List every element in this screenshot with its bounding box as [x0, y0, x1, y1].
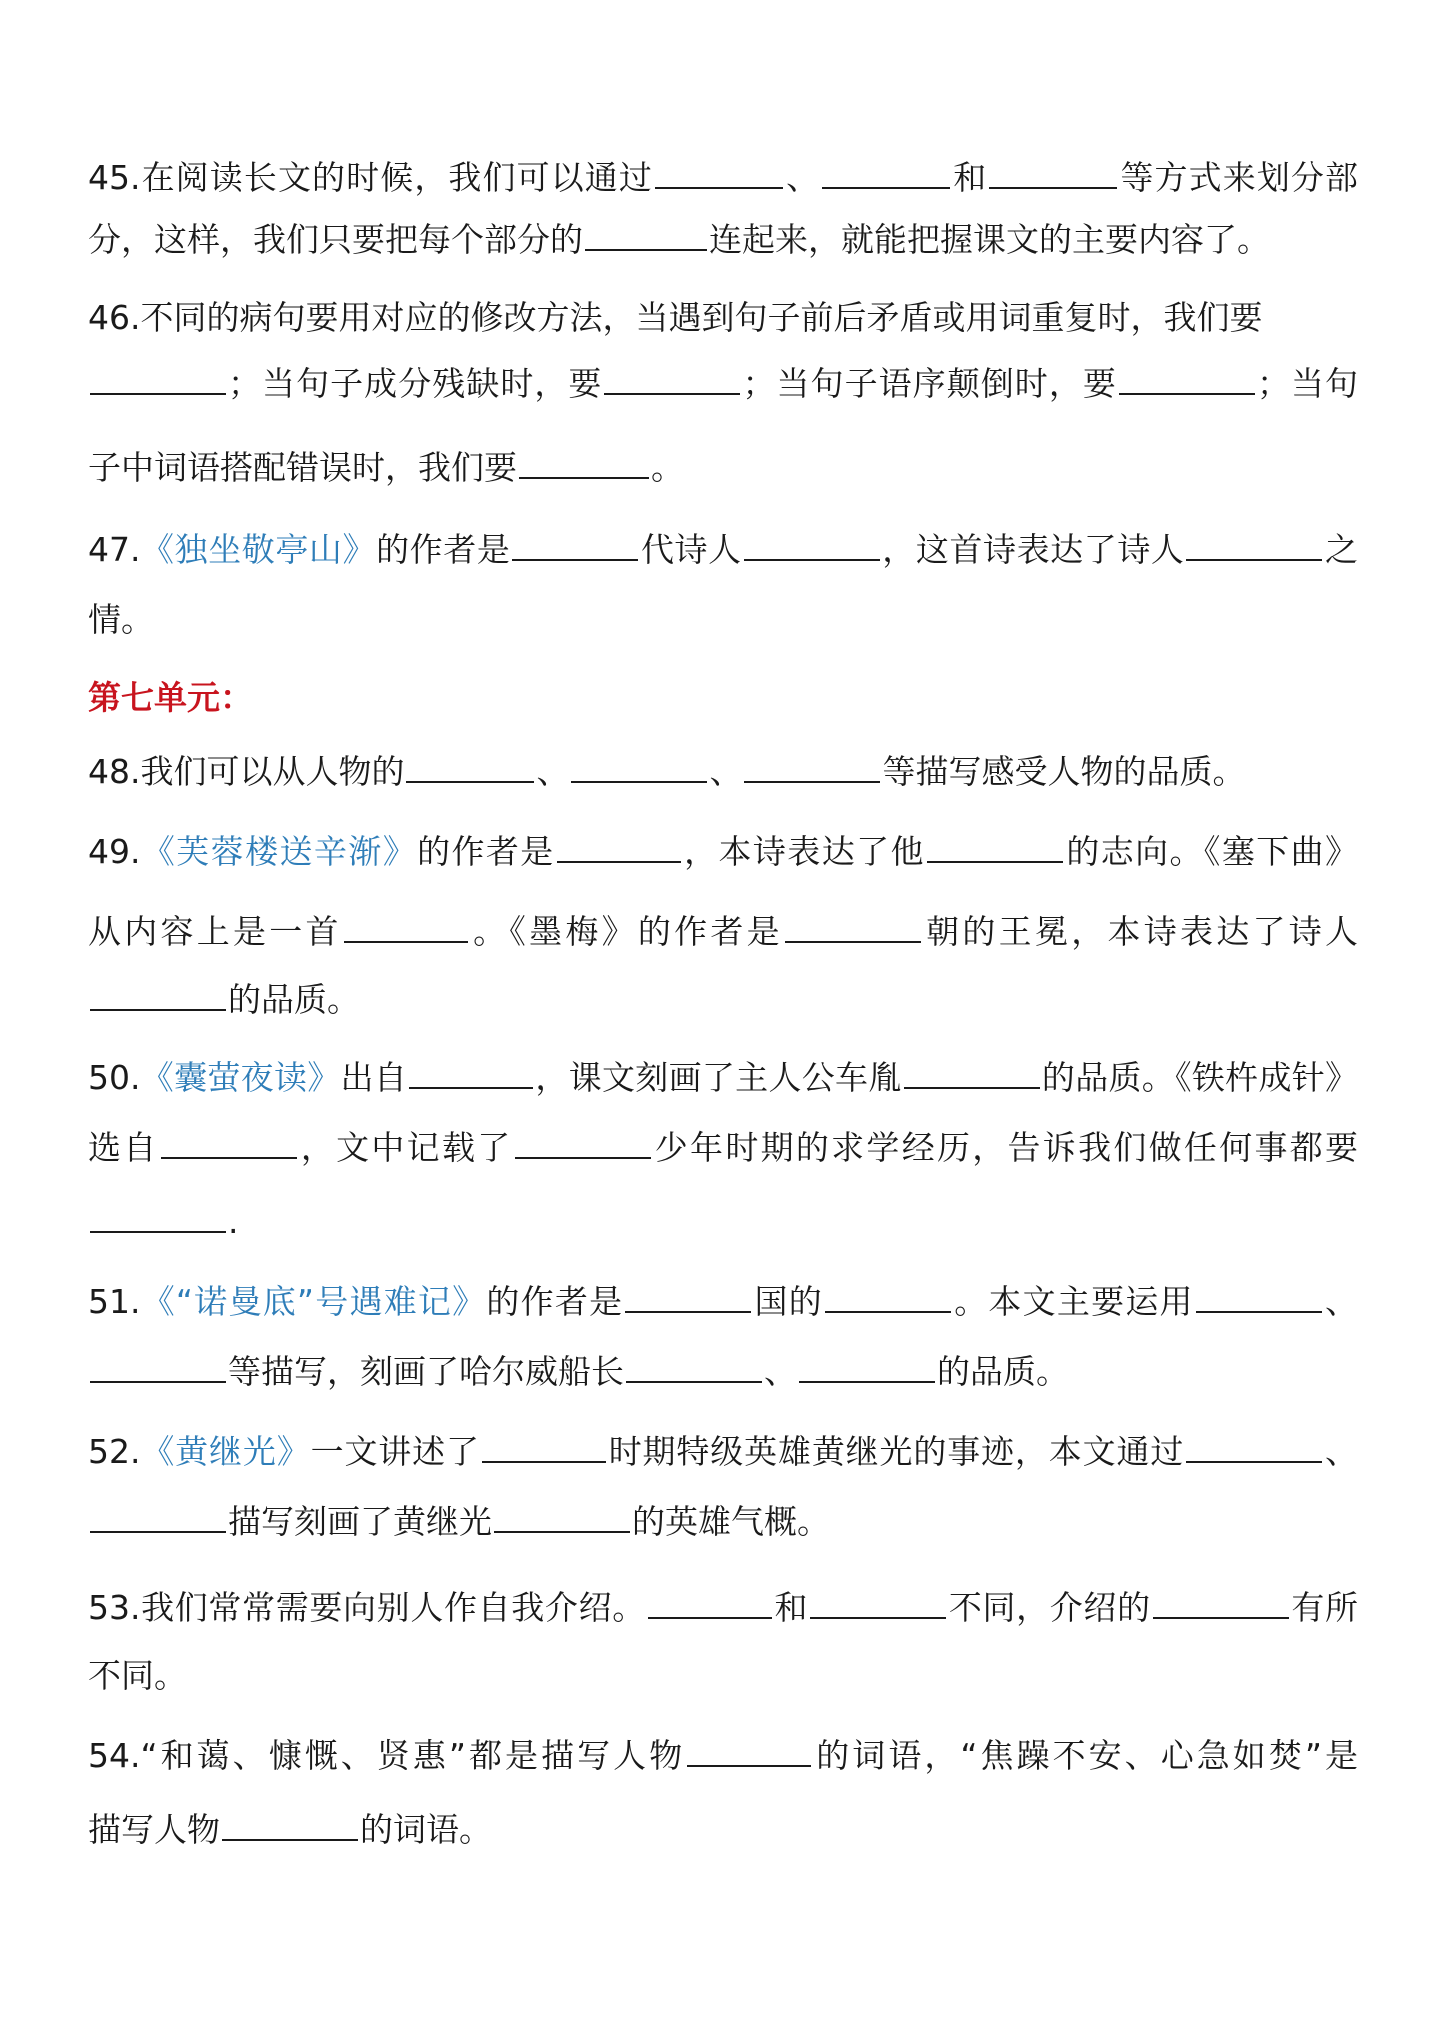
text: ，本诗表达了他	[682, 832, 925, 871]
text: 有所	[1290, 1588, 1359, 1627]
question-46-line-3	[88, 446, 1358, 490]
text: 的作者是	[376, 530, 511, 569]
text: 。本文主要运用	[952, 1282, 1194, 1321]
blank	[989, 157, 1117, 189]
blank	[927, 831, 1063, 863]
blank	[494, 1501, 630, 1533]
blank	[744, 529, 880, 561]
blank	[557, 831, 681, 863]
blank	[626, 1351, 762, 1383]
text-title: 《芙蓉楼送辛渐》	[140, 832, 418, 871]
question-45-line-1	[88, 156, 1358, 200]
text: 情。	[88, 600, 154, 639]
question-51-line-1	[88, 1280, 1358, 1324]
question-49-line-1	[88, 830, 1358, 874]
blank	[1196, 1281, 1322, 1313]
text: 时期特级英雄黄继光的事迹，本文通过	[607, 1432, 1185, 1471]
blank	[1186, 529, 1322, 561]
question-50-line-1	[88, 1056, 1358, 1100]
text: 、	[764, 1352, 797, 1391]
text: ；当句子语序颠倒时，要	[742, 364, 1117, 403]
blank	[519, 447, 649, 479]
text: 的作者是	[486, 1282, 624, 1321]
question-number: 52.	[88, 1432, 141, 1471]
text: 不同，介绍的	[948, 1588, 1151, 1627]
blank	[648, 1587, 772, 1619]
question-number: 47.	[88, 530, 141, 569]
text: 、	[536, 752, 570, 791]
blank	[161, 1127, 297, 1159]
question-number: 50.	[88, 1058, 141, 1097]
text: 的品质。《铁杵成针》	[1041, 1058, 1359, 1097]
text: 、	[1323, 1282, 1359, 1321]
question-50-line-2	[88, 1126, 1358, 1170]
section-title: 第七单元：	[88, 678, 253, 717]
text: .	[228, 1202, 239, 1241]
text: ，文中记载了	[298, 1128, 513, 1167]
question-52-line-2	[88, 1500, 1358, 1544]
blank	[222, 1809, 358, 1841]
text: 的作者是	[417, 832, 555, 871]
text: 之	[1324, 530, 1359, 569]
blank	[571, 751, 707, 783]
text: ，课文刻画了主人公车胤	[535, 1058, 902, 1097]
text: 54.“和蔼、慷慨、贤惠”都是描写人物	[88, 1736, 686, 1775]
blank	[655, 157, 783, 189]
text: 的词语。	[360, 1810, 492, 1849]
text: 的品质。	[937, 1352, 1069, 1391]
blank	[515, 1127, 651, 1159]
text: 少年时期的求学经历，告诉我们做任何事都要	[652, 1128, 1359, 1167]
blank	[604, 363, 740, 395]
blank	[822, 157, 950, 189]
text: 的词语，“焦躁不安、心急如焚”是	[813, 1736, 1358, 1775]
text: 等描写感受人物的品质。	[882, 752, 1246, 791]
blank	[810, 1587, 946, 1619]
question-52-line-1	[88, 1430, 1358, 1474]
blank	[904, 1057, 1040, 1089]
text: 描写人物	[88, 1810, 220, 1849]
question-53-line-2	[88, 1654, 1358, 1698]
blank	[687, 1735, 811, 1767]
question-48-line-1	[88, 750, 1358, 794]
text: 等方式来划分部	[1119, 158, 1359, 197]
question-47-line-1	[88, 528, 1358, 572]
text: 53.我们常常需要向别人作自我介绍。	[88, 1588, 646, 1627]
text: 分，这样，我们只要把每个部分的	[88, 220, 583, 259]
blank	[799, 1351, 935, 1383]
question-45-line-2	[88, 218, 1358, 262]
question-54-line-1	[88, 1734, 1358, 1778]
text: 的志向。《塞下曲》	[1064, 832, 1359, 871]
blank	[825, 1281, 951, 1313]
blank	[1153, 1587, 1289, 1619]
blank	[1186, 1431, 1322, 1463]
text: 描写刻画了黄继光	[228, 1502, 492, 1541]
blank	[409, 1057, 533, 1089]
blank	[585, 219, 707, 251]
text-title: 《独坐敬亭山》	[140, 530, 377, 569]
question-50-line-3	[88, 1200, 1358, 1244]
text: 、	[709, 752, 743, 791]
blank	[90, 979, 226, 1011]
text: ，这首诗表达了诗人	[881, 530, 1185, 569]
question-number: 49.	[88, 832, 141, 871]
text: 不同。	[88, 1656, 187, 1695]
question-49-line-3	[88, 978, 1358, 1022]
text: 45.在阅读长文的时候，我们可以通过	[88, 158, 653, 197]
text: 选自	[88, 1128, 159, 1167]
section-heading-unit-7	[88, 676, 1358, 720]
blank	[744, 751, 880, 783]
text: 的英雄气概。	[632, 1502, 830, 1541]
text-title: 《“诺曼底”号遇难记》	[140, 1282, 487, 1321]
question-47-line-2	[88, 598, 1358, 642]
question-46-line-1	[88, 296, 1358, 340]
blank	[406, 751, 534, 783]
question-49-line-2	[88, 910, 1358, 954]
text: 国的	[753, 1282, 823, 1321]
text: 、	[784, 158, 821, 197]
text: 子中词语搭配错误时，我们要	[88, 448, 517, 487]
text: 、	[1324, 1432, 1359, 1471]
text: 出自	[340, 1058, 408, 1097]
question-53-line-1	[88, 1586, 1358, 1630]
blank	[512, 529, 638, 561]
text-title: 《黄继光》	[140, 1432, 311, 1471]
blank	[1119, 363, 1255, 395]
text: ；当句子成分残缺时，要	[228, 364, 603, 403]
question-51-line-2	[88, 1350, 1358, 1394]
blank	[90, 1201, 226, 1233]
text: ；当句	[1256, 364, 1359, 403]
text: 的品质。	[228, 980, 360, 1019]
text: 等描写，刻画了哈尔威船长	[228, 1352, 624, 1391]
text: 。	[651, 448, 684, 487]
blank	[625, 1281, 751, 1313]
text: 和	[952, 158, 988, 197]
text: 46.不同的病句要用对应的修改方法，当遇到句子前后矛盾或用词重复时，我们要	[88, 298, 1263, 337]
text: 从内容上是一首	[88, 912, 342, 951]
blank	[785, 911, 921, 943]
text: 连起来，就能把握课文的主要内容了。	[709, 220, 1270, 259]
text: 和	[773, 1588, 809, 1627]
blank	[90, 1501, 226, 1533]
text: 一文讲述了	[310, 1432, 480, 1471]
blank	[90, 363, 226, 395]
text: 48.我们可以从人物的	[88, 752, 405, 791]
blank	[344, 911, 468, 943]
blank	[482, 1431, 606, 1463]
question-number: 51.	[88, 1282, 141, 1321]
question-54-line-2	[88, 1808, 1358, 1852]
blank	[90, 1351, 226, 1383]
text: 。《墨梅》的作者是	[469, 912, 783, 951]
text-title: 《囊萤夜读》	[140, 1058, 341, 1097]
text: 朝的王冕，本诗表达了诗人	[922, 912, 1359, 951]
question-46-line-2	[88, 362, 1358, 406]
text: 代诗人	[640, 530, 742, 569]
